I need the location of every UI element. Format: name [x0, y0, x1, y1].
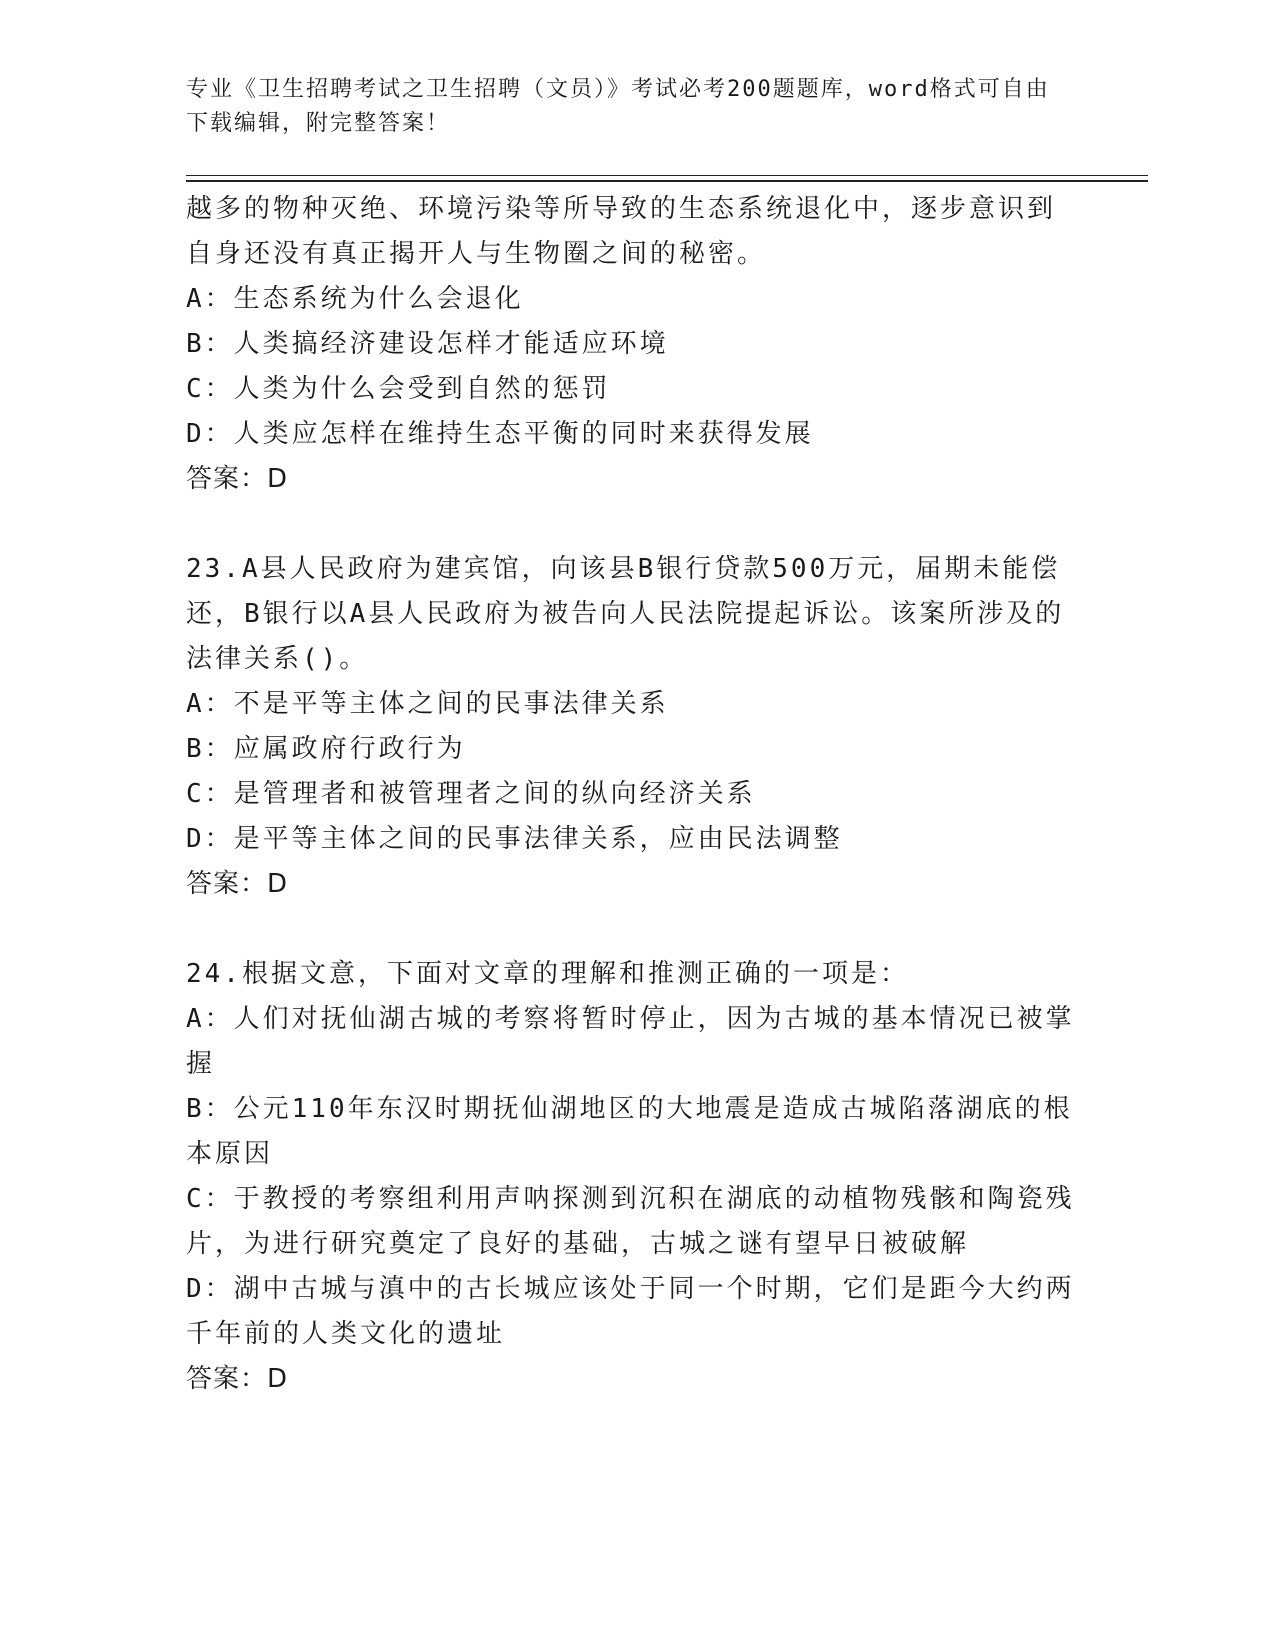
question-stem: 23.A县人民政府为建宾馆，向该县B银行贷款500万元，届期未能偿还，B银行以A县人民政府为被告向人民法院提起诉讼。该案所涉及的法律关系()。 [186, 554, 1065, 674]
answer: 答案：D [186, 869, 289, 899]
option-d: D：湖中古城与滇中的古长城应该处于同一个时期，它们是距今大约两千年前的人类文化的遗址 [186, 1274, 1075, 1349]
question-stem-line: 越多的物种灭绝、环境污染等所导致的生态系统退化中，逐步意识到 [186, 194, 1057, 224]
answer: 答案：D [186, 464, 289, 494]
option-b: B：应属政府行政行为 [186, 734, 466, 764]
option-c: C：是管理者和被管理者之间的纵向经济关系 [186, 779, 756, 809]
option-a: A：不是平等主体之间的民事法律关系 [186, 689, 669, 719]
option-a: A：人们对抚仙湖古城的考察将暂时停止，因为古城的基本情况已被掌握 [186, 1004, 1075, 1079]
question-24 [186, 952, 1086, 1402]
question-23 [186, 547, 1086, 907]
question-stem-line: 自身还没有真正揭开人与生物圈之间的秘密。 [186, 239, 767, 269]
answer: 答案：D [186, 1364, 289, 1394]
question-prev [186, 187, 1086, 502]
document-header: 专业《卫生招聘考试之卫生招聘（文员）》考试必考200题题库，word格式可自由下载编辑，附完整答案！ [186, 77, 1050, 136]
option-c: C：于教授的考察组利用声呐探测到沉积在湖底的动植物残骸和陶瓷残片，为进行研究奠定了良好的基础，古城之谜有望早日被破解 [186, 1184, 1075, 1259]
spacer [186, 907, 1086, 952]
document-body [186, 187, 1086, 1402]
option-b: B：公元110年东汉时期抚仙湖地区的大地震是造成古城陷落湖底的根本原因 [186, 1094, 1073, 1169]
header-divider-thick [186, 180, 1148, 182]
option-c: C：人类为什么会受到自然的惩罚 [186, 374, 611, 404]
option-b: B：人类搞经济建设怎样才能适应环境 [186, 329, 669, 359]
option-d: D：人类应怎样在维持生态平衡的同时来获得发展 [186, 419, 814, 449]
header-divider-thin [186, 175, 1148, 176]
option-a: A：生态系统为什么会退化 [186, 284, 524, 314]
option-d: D：是平等主体之间的民事法律关系，应由民法调整 [186, 824, 843, 854]
spacer [186, 502, 1086, 547]
question-stem: 24.根据文意，下面对文章的理解和推测正确的一项是： [186, 959, 909, 989]
